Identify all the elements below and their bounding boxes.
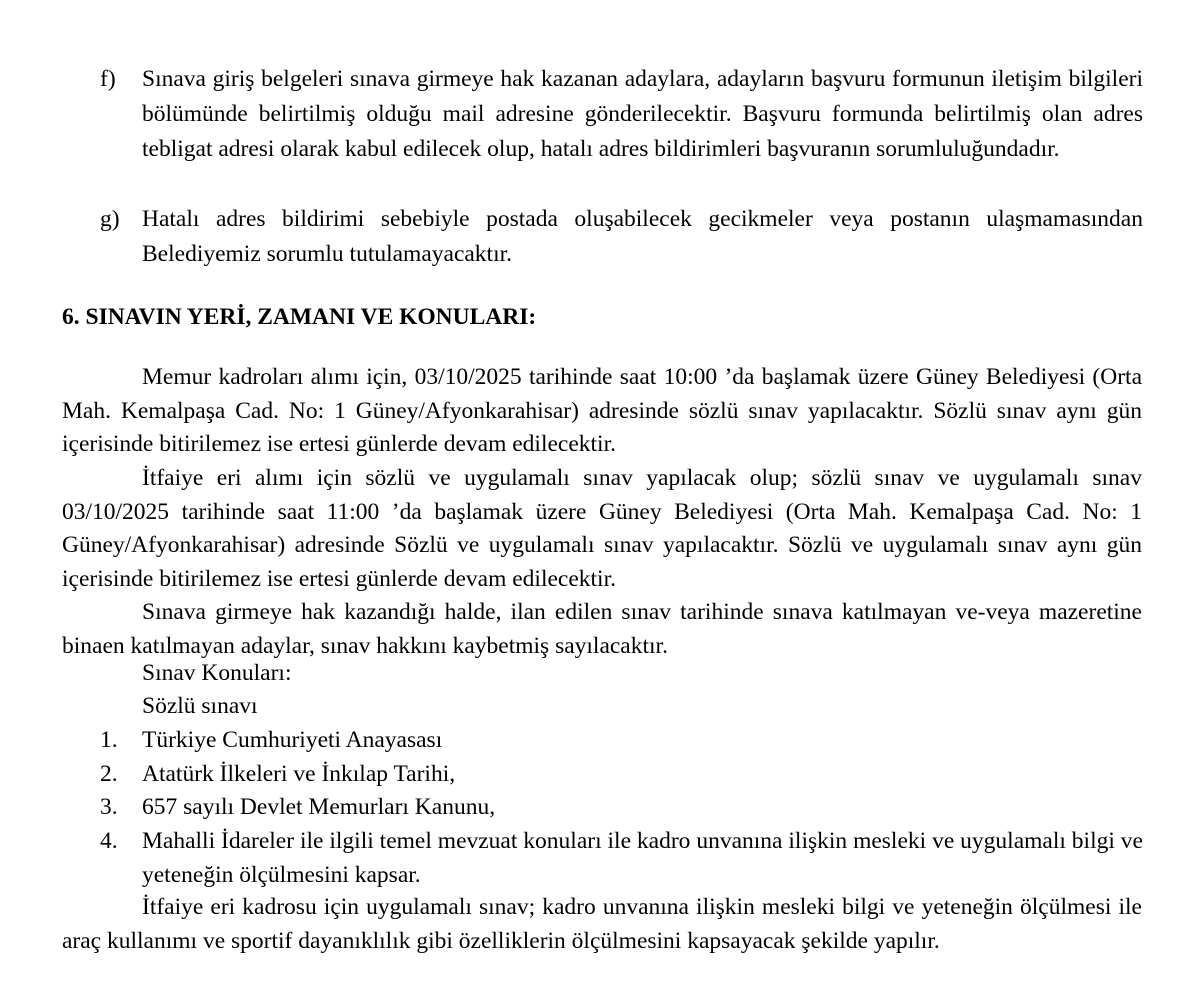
section-heading: 6. SINAVIN YERİ, ZAMANI VE KONULARI: xyxy=(62,304,537,330)
list-item-text: Hatalı adres bildirimi sebebiyle postada oluşabilecek gecikmeler veya postanın ulaşmamasından Belediyemiz sorumlu tutulamayacaktır. xyxy=(142,206,1143,267)
list-item-text: Sınava giriş belgeleri sınava girmeye hak kazanan adaylara, adayların başvuru formunun iletişim bilgileri bölümünde belirtilmiş olduğu mail adresine gönderilecektir. Başvuru formunda belirtilmiş olan adres tebligat adresi olarak kabul edilecek olup, hatalı adres bildirimleri başvuranın sorumluluğundadır. xyxy=(142,66,1143,162)
topic-item-3 xyxy=(100,791,1143,825)
topic-text: 657 sayılı Devlet Memurları Kanunu, xyxy=(142,794,496,820)
list-marker: 1. xyxy=(100,727,118,753)
topic-text: Atatürk İlkeleri ve İnkılap Tarihi, xyxy=(142,761,456,787)
topic-text: Türkiye Cumhuriyeti Anayasası xyxy=(142,727,443,753)
topic-item-2 xyxy=(100,758,1143,792)
paragraph-firefighter-practical: İtfaiye eri kadrosu için uygulamalı sınav; kadro unvanına ilişkin mesleki bilgi ve yeteneğin ölçülmesi ile araç kullanımı ve sportif dayanıklılık gibi özelliklerin ölçülmesini kapsayacak şekilde yapılır. xyxy=(62,894,1142,954)
list-item-f xyxy=(100,62,1143,167)
list-marker: g) xyxy=(100,206,120,232)
list-marker: f) xyxy=(100,66,116,92)
paragraph-firefighter-exam: İtfaiye eri alımı için sözlü ve uygulamalı sınav yapılacak olup; sözlü sınav ve uygulamalı sınav 03/10/2025 tarihinde saat 11:00 ’da başlamak üzere Güney Belediyesi (Orta Mah. Kemalpaşa Cad. No: 1 Güney/Afyonkarahisar) adresinde Sözlü ve uygulamalı sınav yapılacaktır. Sözlü ve uygulamalı sınav aynı gün içerisinde bitirilemez ise ertesi günlerde devam edilecektir. xyxy=(62,465,1142,592)
topic-text: Mahalli İdareler ile ilgili temel mevzuat konuları ile kadro unvanına ilişkin mesleki ve uygulamalı bilgi ve yeteneğin ölçülmesini kapsar. xyxy=(142,828,1143,888)
paragraph-civil-servant-exam: Memur kadroları alımı için, 03/10/2025 tarihinde saat 10:00 ’da başlamak üzere Güney Belediyesi (Orta Mah. Kemalpaşa Cad. No: 1 Güney/Afyonkarahisar) adresinde sözlü sınav yapılacaktır. Sözlü sınav aynı gün içerisinde bitirilemez ise ertesi günlerde devam edilecektir. xyxy=(62,364,1142,457)
list-marker: 2. xyxy=(100,761,118,787)
list-marker: 3. xyxy=(100,794,118,820)
topic-item-1 xyxy=(100,724,1143,758)
topics-label: Sınav Konuları: xyxy=(142,660,292,686)
paragraph-absence-rule: Sınava girmeye hak kazandığı halde, ilan edilen sınav tarihinde sınava katılmayan ve-veya mazeretine binaen katılmayan adaylar, sınav hakkını kaybetmiş sayılacaktır. xyxy=(62,599,1142,659)
list-marker: 4. xyxy=(100,828,118,854)
topic-item-4 xyxy=(100,825,1143,892)
oral-exam-label: Sözlü sınavı xyxy=(142,693,258,719)
list-item-g xyxy=(100,202,1143,272)
